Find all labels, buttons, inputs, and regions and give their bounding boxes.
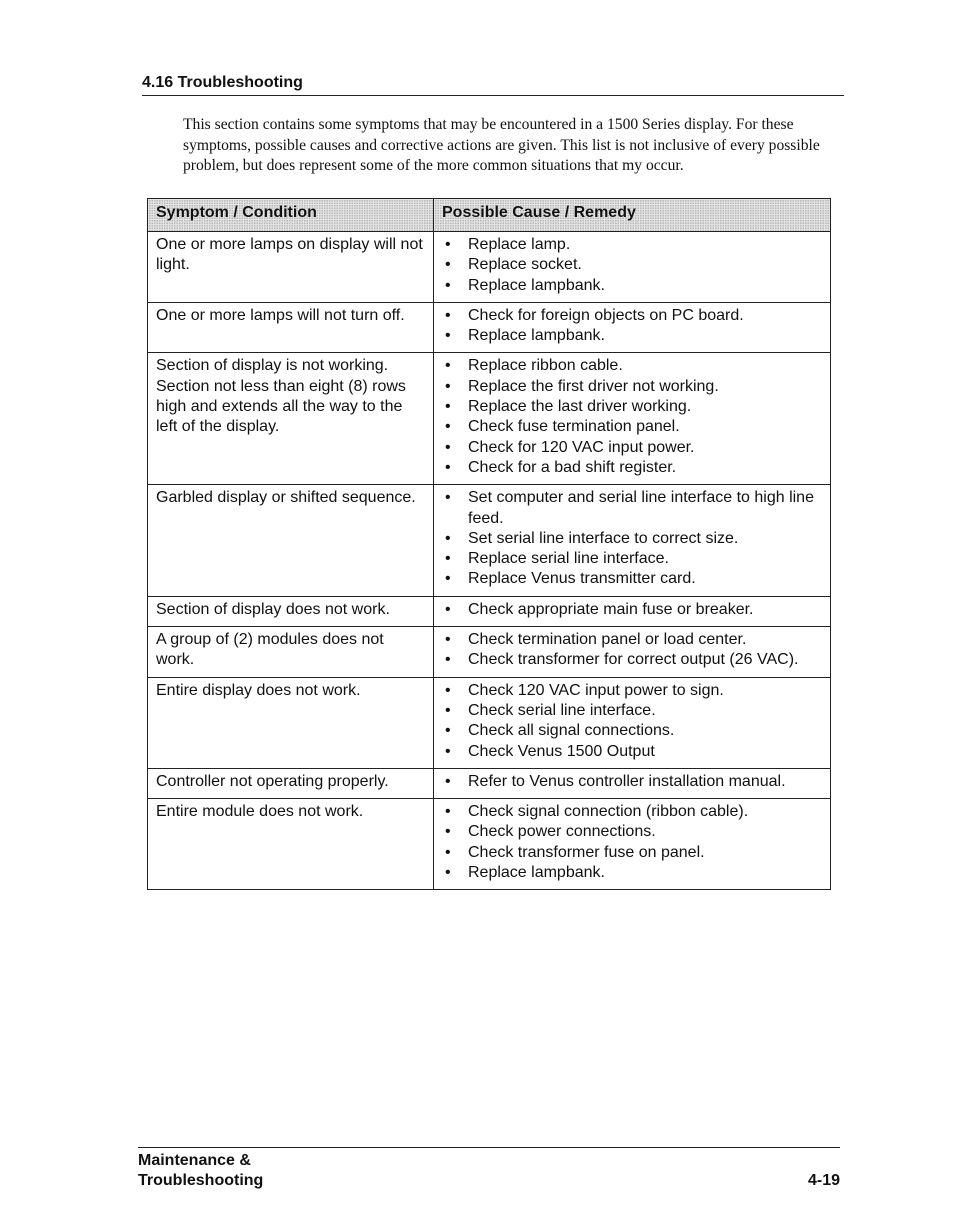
remedy-list: [442, 802, 822, 883]
remedy-item: [442, 417, 822, 437]
bullet-icon: •: [445, 357, 451, 375]
bullet-icon: •: [445, 803, 451, 821]
remedy-text: Check serial line interface.: [468, 701, 656, 719]
remedy-item: [442, 600, 822, 620]
remedy-list: [442, 356, 822, 478]
bullet-icon: •: [445, 843, 451, 861]
remedy-cell: [434, 677, 831, 768]
remedy-list: [442, 772, 822, 792]
remedy-item: [442, 326, 822, 346]
remedy-text: Check for 120 VAC input power.: [468, 438, 695, 456]
remedy-text: Check fuse termination panel.: [468, 418, 680, 436]
symptom-column-header: Symptom / Condition: [148, 199, 434, 232]
remedy-item: [442, 549, 822, 569]
table-row: [148, 627, 831, 678]
remedy-text: Set computer and serial line interface to high line feed.: [468, 489, 814, 527]
remedy-item: [442, 458, 822, 478]
remedy-item: [442, 306, 822, 326]
bullet-icon: •: [445, 631, 451, 649]
remedy-text: Check signal connection (ribbon cable).: [468, 803, 749, 821]
remedy-text: Check all signal connections.: [468, 722, 675, 740]
symptom-cell: Garbled display or shifted sequence.: [148, 485, 434, 596]
remedy-item: [442, 721, 822, 741]
remedy-list: [442, 630, 822, 671]
remedy-list: [442, 488, 822, 589]
remedy-item: [442, 650, 822, 670]
table-row: [148, 596, 831, 626]
remedy-item: [442, 863, 822, 883]
remedy-item: [442, 843, 822, 863]
bullet-icon: •: [445, 681, 451, 699]
bullet-icon: •: [445, 722, 451, 740]
bullet-icon: •: [445, 570, 451, 588]
symptom-cell: Section of display is not working. Section not less than eight (8) rows high and extends all the way to the left of the display.: [148, 353, 434, 485]
remedy-text: Check for a bad shift register.: [468, 458, 677, 476]
footer-rule: [138, 1147, 840, 1148]
remedy-item: [442, 438, 822, 458]
remedy-text: Replace Venus transmitter card.: [468, 570, 696, 588]
footer-title-line-2: Troubleshooting: [138, 1171, 264, 1189]
table-body: [148, 232, 831, 890]
bullet-icon: •: [445, 327, 451, 345]
remedy-cell: [434, 627, 831, 678]
remedy-text: Set serial line interface to correct size.: [468, 529, 739, 547]
page-number: 4-19: [807, 1172, 840, 1189]
remedy-column-header: Possible Cause / Remedy: [434, 199, 831, 232]
bullet-icon: •: [445, 236, 451, 253]
remedy-text: Replace ribbon cable.: [468, 357, 623, 375]
remedy-list: [442, 306, 822, 347]
bullet-icon: •: [445, 550, 451, 568]
remedy-item: [442, 569, 822, 589]
bullet-icon: •: [445, 529, 451, 547]
remedy-item: [442, 529, 822, 549]
symptom-cell: Entire display does not work.: [148, 677, 434, 768]
remedy-cell: [434, 485, 831, 596]
table-row: [148, 768, 831, 798]
bullet-icon: •: [445, 398, 451, 416]
bullet-icon: •: [445, 377, 451, 395]
remedy-text: Replace lamp.: [468, 236, 571, 253]
symptom-cell: Section of display does not work.: [148, 596, 434, 626]
remedy-item: [442, 488, 822, 529]
remedy-text: Replace the first driver not working.: [468, 377, 719, 395]
symptom-cell: A group of (2) modules does not work.: [148, 627, 434, 678]
bullet-icon: •: [445, 742, 451, 760]
remedy-text: Check for foreign objects on PC board.: [468, 306, 744, 324]
remedy-text: Check transformer for correct output (26 VAC).: [468, 651, 799, 669]
remedy-cell: [434, 596, 831, 626]
remedy-text: Replace the last driver working.: [468, 398, 692, 416]
remedy-item: [442, 377, 822, 397]
remedy-text: Replace socket.: [468, 256, 582, 274]
remedy-item: [442, 255, 822, 275]
remedy-text: Check 120 VAC input power to sign.: [468, 681, 724, 699]
remedy-item: [442, 356, 822, 376]
bullet-icon: •: [445, 438, 451, 456]
table-row: [148, 302, 831, 353]
remedy-item: [442, 276, 822, 296]
remedy-text: Replace lampbank.: [468, 327, 605, 345]
symptom-cell: One or more lamps on display will not light.: [148, 232, 434, 303]
remedy-cell: [434, 302, 831, 353]
remedy-item: [442, 772, 822, 792]
remedy-item: [442, 235, 822, 255]
symptom-cell: Controller not operating properly.: [148, 768, 434, 798]
remedy-item: [442, 742, 822, 762]
bullet-icon: •: [445, 600, 451, 618]
footer-section-title: [138, 1151, 263, 1190]
bullet-icon: •: [445, 701, 451, 719]
bullet-icon: •: [445, 823, 451, 841]
table-row: [148, 677, 831, 768]
remedy-list: [442, 681, 822, 762]
table-row: [148, 232, 831, 303]
bullet-icon: •: [445, 306, 451, 324]
remedy-cell: [434, 768, 831, 798]
section-heading: 4.16 Troubleshooting: [142, 73, 844, 96]
remedy-cell: [434, 353, 831, 485]
remedy-item: [442, 681, 822, 701]
remedy-text: Replace lampbank.: [468, 276, 605, 294]
remedy-text: Check appropriate main fuse or breaker.: [468, 600, 754, 618]
remedy-list: [442, 600, 822, 620]
remedy-text: Refer to Venus controller installation manual.: [468, 772, 786, 790]
bullet-icon: •: [445, 418, 451, 436]
remedy-list: [442, 235, 822, 296]
remedy-text: Check Venus 1500 Output: [468, 742, 655, 760]
bullet-icon: •: [445, 864, 451, 882]
remedy-item: [442, 397, 822, 417]
table-header-row: [148, 199, 831, 232]
bullet-icon: •: [445, 458, 451, 476]
table-row: [148, 799, 831, 890]
intro-paragraph: This section contains some symptoms that may be encountered in a 1500 Series display. For these symptoms, possible causes and corrective actions are given. This list is not inclusive of every possible problem, but does represent some of the more common situations that my occur.: [183, 116, 820, 174]
symptom-cell: Entire module does not work.: [148, 799, 434, 890]
bullet-icon: •: [445, 256, 451, 274]
table-row: [148, 353, 831, 485]
bullet-icon: •: [445, 651, 451, 669]
remedy-item: [442, 822, 822, 842]
remedy-text: Check power connections.: [468, 823, 656, 841]
bullet-icon: •: [445, 772, 451, 790]
troubleshooting-table: [147, 198, 831, 890]
bullet-icon: •: [445, 276, 451, 294]
remedy-text: Check termination panel or load center.: [468, 631, 747, 649]
remedy-cell: [434, 232, 831, 303]
footer-title-line-1: Maintenance &: [138, 1152, 251, 1169]
bullet-icon: •: [445, 489, 451, 507]
remedy-text: Check transformer fuse on panel.: [468, 843, 705, 861]
table-row: [148, 485, 831, 596]
remedy-item: [442, 802, 822, 822]
remedy-cell: [434, 799, 831, 890]
remedy-item: [442, 701, 822, 721]
remedy-text: Replace serial line interface.: [468, 550, 669, 568]
symptom-cell: One or more lamps will not turn off.: [148, 302, 434, 353]
remedy-item: [442, 630, 822, 650]
remedy-text: Replace lampbank.: [468, 864, 605, 882]
